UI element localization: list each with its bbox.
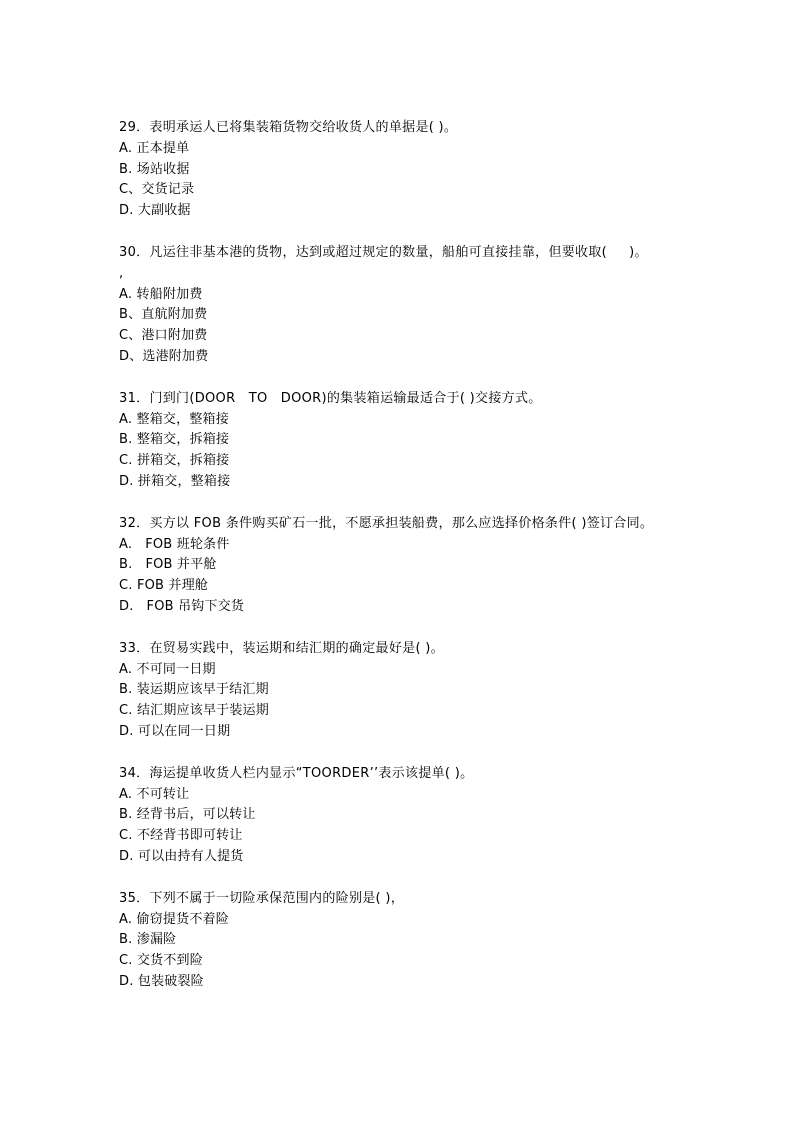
question-31 xyxy=(119,389,739,493)
question-stem: 29．表明承运人已将集装箱货物交给收货人的单据是( )。 xyxy=(119,120,458,135)
option-b: B. 场站收据 xyxy=(119,161,190,177)
question-35 xyxy=(119,889,739,993)
document-page xyxy=(119,118,739,1014)
option-d: D. 大副收据 xyxy=(119,203,191,219)
option-c: C. FOB 并理舱 xyxy=(119,578,209,594)
option-b: B. 整箱交，拆箱接 xyxy=(119,432,230,448)
question-33 xyxy=(119,639,739,743)
question-stem: 32．买方以 FOB 条件购买矿石一批，不愿承担装船费，那么应选择价格条件( )签订合同。 xyxy=(119,515,654,531)
option-c: C、交货记录 xyxy=(119,182,195,198)
option-b: B. FOB 并平舱 xyxy=(119,557,217,573)
option-a: A. 不可同一日期 xyxy=(119,661,216,677)
option-a: A. FOB 班轮条件 xyxy=(119,536,230,552)
option-a: A. 转船附加费 xyxy=(119,286,203,302)
option-d: D. 包装破裂险 xyxy=(119,973,204,989)
option-c: C、港口附加费 xyxy=(119,328,208,344)
question-stem: 33．在贸易实践中，装运期和结汇期的确定最好是( )。 xyxy=(119,640,444,656)
question-34 xyxy=(119,764,739,868)
option-b: B. 装运期应该早于结汇期 xyxy=(119,682,269,698)
option-a: A. 整箱交，整箱接 xyxy=(119,411,229,427)
question-stem: 31．门到门(DOOR TO DOOR)的集装箱运输最适合于( )交接方式。 xyxy=(119,390,542,406)
question-stem: 35．下列不属于一切险承保范围内的险别是( )， xyxy=(119,890,405,906)
question-29 xyxy=(119,118,739,222)
option-a: A. 正本提单 xyxy=(119,140,190,156)
option-c: C. 拼箱交，拆箱接 xyxy=(119,453,230,469)
option-a: A. 偷窃提货不着险 xyxy=(119,911,229,927)
option-a: A. 不可转让 xyxy=(119,786,190,802)
option-d: D. FOB 吊钩下交货 xyxy=(119,598,245,614)
question-30 xyxy=(119,243,739,368)
option-d: D. 可以由持有人提货 xyxy=(119,848,244,864)
question-stem: 30．凡运往非基本港的货物，达到或超过规定的数量，船舶可直接挂靠，但要收取( )。 xyxy=(119,244,648,260)
option-b: B、直航附加费 xyxy=(119,307,208,323)
question-extra-line: , xyxy=(119,265,124,281)
option-c: C. 结汇期应该早于装运期 xyxy=(119,703,269,719)
option-d: D. 可以在同一日期 xyxy=(119,723,231,739)
option-d: D. 拼箱交，整箱接 xyxy=(119,473,231,489)
option-c: C. 不经背书即可转让 xyxy=(119,828,243,844)
question-stem: 34．海运提单收货人栏内显示“TOORDER’’表示该提单( )。 xyxy=(119,765,474,781)
question-32 xyxy=(119,514,739,618)
option-d: D、选港附加费 xyxy=(119,348,209,364)
option-b: B. 经背书后，可以转让 xyxy=(119,807,256,823)
option-b: B. 渗漏险 xyxy=(119,932,177,948)
option-c: C. 交货不到险 xyxy=(119,953,203,969)
